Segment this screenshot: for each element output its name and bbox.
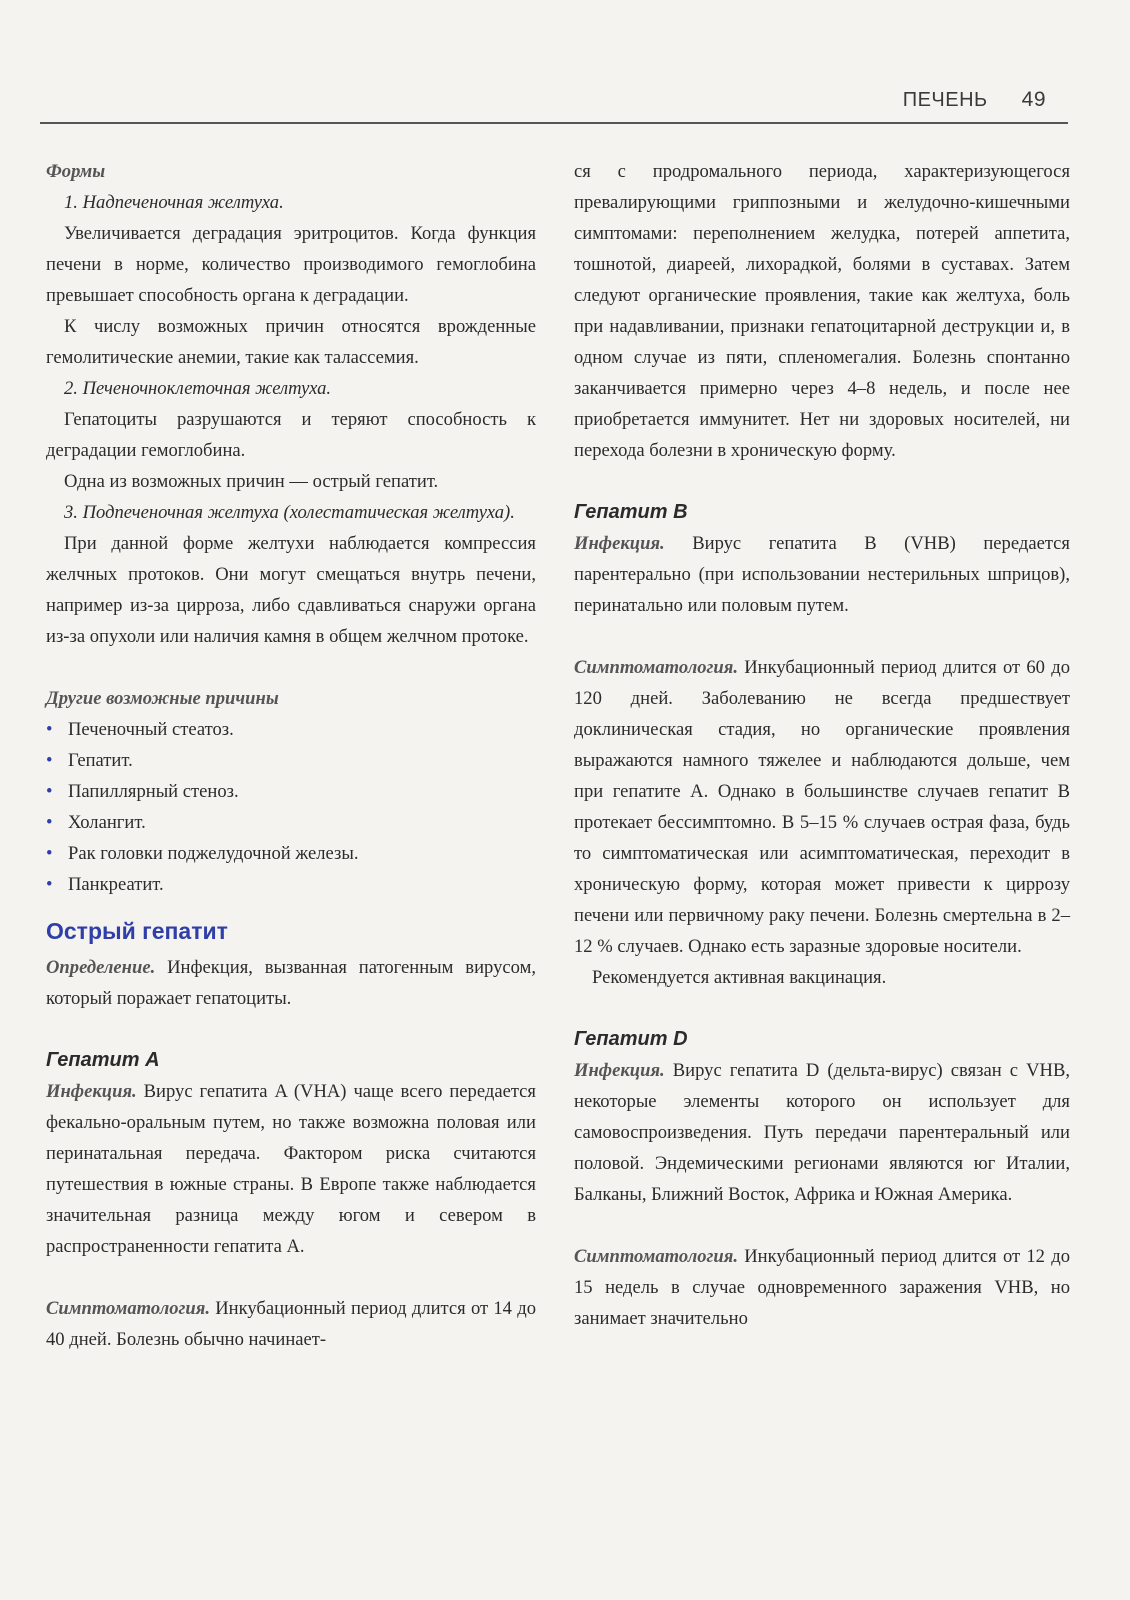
- infection-label: Инфекция.: [574, 1060, 665, 1081]
- symptoms-label: Симптоматология.: [574, 657, 738, 678]
- list-item: • Печеночный стеатоз.: [46, 714, 536, 745]
- definition-text: Инфекция, вызванная патогенным вирусом, который поражает гепатоциты.: [46, 957, 536, 1009]
- hepatitis-b-symptoms: [574, 652, 1070, 962]
- definition-paragraph: [46, 952, 536, 1014]
- form2-paragraph-2: Одна из возможных причин — острый гепатит.: [64, 471, 439, 492]
- infection-text: Вирус гепатита A (VHA) чаще всего передается фекально-оральным путем, но также возможна половая или перинатальная передача. Фактором риска считаются путешествия в южные страны. В Европе также наблюдается значительная разница между югом и севером в распространенности гепатита A.: [46, 1081, 536, 1257]
- symptoms-text: Инкубационный период длится от 12 до 15 недель в случае одновременного заражения VHB, но занимает значительно: [574, 1246, 1070, 1329]
- form1-title: 1. Надпеченочная желтуха.: [64, 192, 284, 213]
- list-item: • Панкреатит.: [46, 869, 536, 900]
- hepatitis-a-symptoms-continued: ся с продромального периода, характеризующегося превалирующими гриппозными и желудочно-кишечными симптомами: переполнением желудка, потерей аппетита, тошнотой, диареей, лихорадкой, болями в суставах. Затем следуют органические проявления, такие как желтуха, боль при надавливании, признаки гепатоцитарной деструкции и, в одном случае из пяти, спленомегалия. Болезнь спонтанно заканчивается примерно через 4–8 недель, и после нее приобретается иммунитет. Нет ни здоровых носителей, ни перехода болезни в хроническую форму.: [574, 161, 1070, 461]
- hepatitis-a-symptoms: [46, 1293, 536, 1355]
- form1-paragraph-2: К числу возможных причин относятся врожденные гемолитические анемии, такие как талассемия.: [46, 316, 536, 368]
- form2-title: 2. Печеночноклеточная желтуха.: [64, 378, 332, 399]
- hepatitis-b-vaccination: Рекомендуется активная вакцинация.: [592, 967, 887, 988]
- form1-paragraph-1: Увеличивается деградация эритроцитов. Когда функция печени в норме, количество производимого гемоглобина превышает способность органа к деградации.: [46, 223, 536, 306]
- symptoms-text: Инкубационный период длится от 14 до 40 дней. Болезнь обычно начинает-: [46, 1298, 536, 1350]
- definition-label: Определение.: [46, 957, 156, 978]
- symptoms-label: Симптоматология.: [46, 1298, 210, 1319]
- other-causes-label: Другие возможные причины: [46, 688, 279, 709]
- infection-text: Вирус гепатита D (дельта-вирус) связан с VHB, некоторые элементы которого он использует для самовоспроизведения. Путь передачи парентеральный или половой. Эндемическими регионами являются юг Италии, Балканы, Ближний Восток, Африка и Южная Америка.: [574, 1060, 1070, 1205]
- hepatitis-d-symptoms: [574, 1241, 1070, 1334]
- header-rule: [40, 122, 1068, 124]
- right-column: [574, 156, 1070, 1334]
- hepatitis-d-heading: Гепатит D: [574, 1028, 688, 1050]
- infection-text: Вирус гепатита B (VHB) передается парентерально (при использовании нестерильных шприцов), перинатально или половым путем.: [574, 533, 1070, 616]
- form2-paragraph-1: Гепатоциты разрушаются и теряют способность к деградации гемоглобина.: [46, 409, 536, 461]
- hepatitis-b-heading: Гепатит B: [574, 501, 688, 523]
- hepatitis-a-infection: [46, 1076, 536, 1262]
- form3-title: 3. Подпеченочная желтуха (холестатическая желтуха).: [64, 502, 515, 523]
- symptoms-label: Симптоматология.: [574, 1246, 738, 1267]
- form3-paragraph-1: При данной форме желтухи наблюдается компрессия желчных протоков. Они могут смещаться внутрь печени, например из-за цирроза, либо сдавливаться снаружи органа из-за опухоли или наличия камня в общем желчном протоке.: [46, 533, 536, 647]
- hepatitis-d-infection: [574, 1055, 1070, 1210]
- infection-label: Инфекция.: [574, 533, 665, 554]
- running-head: [903, 88, 1046, 112]
- list-item: • Рак головки поджелудочной железы.: [46, 838, 536, 869]
- forms-label: Формы: [46, 161, 106, 182]
- list-item: • Холангит.: [46, 807, 536, 838]
- left-column: [46, 156, 536, 1355]
- list-item: • Гепатит.: [46, 745, 536, 776]
- symptoms-text: Инкубационный период длится от 60 до 120 дней. Заболеванию не всегда предшествует доклиническая стадия, но органические проявления выражаются намного тяжелее и наблюдаются дольше, чем при гепатите A. Однако в большинстве случаев гепатит B протекает бессимптомно. В 5–15 % случаев острая фаза, будь то симптоматическая или асимптоматическая, переходит в хроническую форму, которая может привести к циррозу печени или первичному раку печени. Болезнь смертельна в 2–12 % случаев. Однако есть заразные здоровые носители.: [574, 657, 1070, 957]
- hepatitis-a-heading: Гепатит A: [46, 1049, 160, 1071]
- page-number: 49: [1021, 88, 1046, 111]
- list-item: • Папиллярный стеноз.: [46, 776, 536, 807]
- other-causes-list: [46, 714, 536, 900]
- hepatitis-b-infection: [574, 528, 1070, 621]
- section-title: ПЕЧЕНЬ: [902, 89, 988, 111]
- acute-hepatitis-heading: Острый гепатит: [46, 918, 228, 944]
- infection-label: Инфекция.: [46, 1081, 137, 1102]
